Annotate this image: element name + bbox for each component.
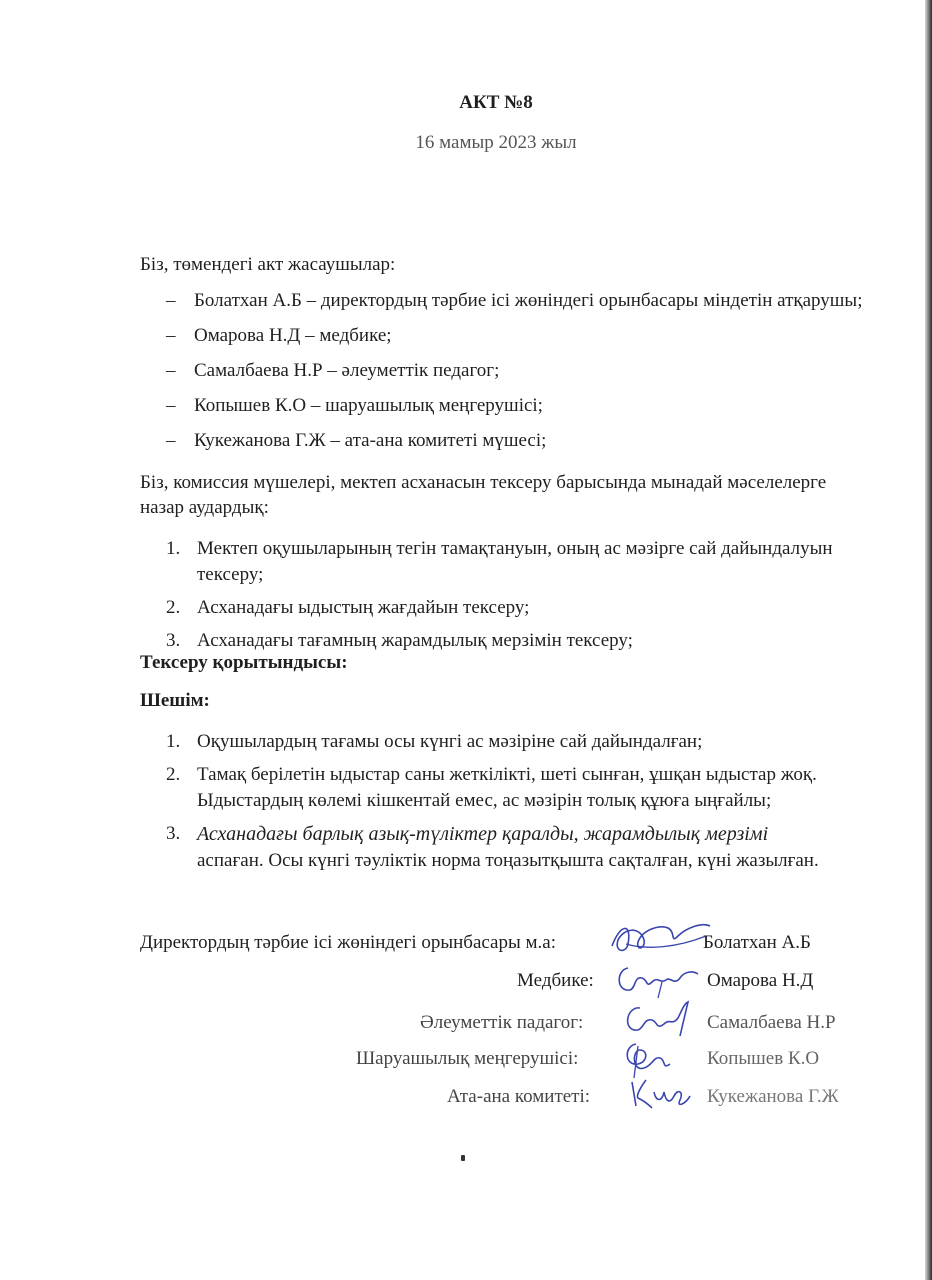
list-item: – Самалбаева Н.Р – әлеуметтік педагог; [166,358,866,384]
signature-name: Омарова Н.Д [707,970,814,991]
signature-name: Болатхан А.Б [703,932,811,953]
scan-speck [461,1155,465,1161]
members-list [166,288,866,463]
list-item: 2. Тамақ берілетін ыдыстар саны жеткілікті, шеті сынған, ұшқан ыдыстар жоқ. Ыдыстардың көлемі кішкентай емес, ас мәзірін толық құюға ыңғайлы; [166,764,817,811]
signature-label: Шаруашылық меңгерушісі: [356,1048,579,1069]
signature-label: Медбике: [517,970,594,991]
list-item: 2. Асханадағы ыдыстың жағдайын тексеру; [166,597,530,618]
decision-heading: Шешім: [140,690,210,711]
signature-label: Әлеуметтік падагог: [420,1012,584,1033]
signature-name: Кукежанова Г.Ж [707,1086,839,1107]
intro-text: Біз, төмендегі акт жасаушылар: [140,254,396,275]
signature-kukezhanova-icon [626,1074,696,1124]
commission-text: Біз, комиссия мүшелері, мектеп асханасын тексеру барысында мынадай мәселелерге назар аудардық: [140,472,827,518]
signature-row [0,1086,932,1116]
signature-row [0,970,932,1000]
signature-name: Копышев К.О [707,1048,820,1069]
result-heading: Тексеру қорытындысы: [140,652,348,673]
list-item: – Кукежанова Г.Ж – ата-ана комитеті мүшесі; [166,428,866,454]
signature-name: Самалбаева Н.Р [707,1012,836,1033]
signature-row [0,1048,932,1078]
signature-label: Ата-ана комитеті: [447,1086,591,1107]
signature-label: Директордың тәрбие ісі жөніндегі орынбасары м.а: [140,932,556,953]
act-date: 16 мамыр 2023 жыл [415,132,577,153]
act-title: АКТ №8 [459,92,533,113]
list-item: – Копышев К.О – шаруашылық меңгерушісі; [166,393,866,419]
signature-row [0,1012,932,1042]
checks-list [166,536,846,661]
list-item: 1. Оқушылардың тағамы осы күнгі ас мәзіріне сай дайындалған; [166,731,703,752]
list-item: – Болатхан А.Б – директордың тәрбие ісі жөніндегі орынбасары міндетін атқарушы; [166,288,866,314]
list-item: – Омарова Н.Д – медбике; [166,323,866,349]
signature-row [0,932,932,962]
list-item: 1. Мектеп оқушыларының тегін тамақтануын, оның ас мәзірге сай дайындалуын тексеру; [166,538,833,585]
list-item: 3. Асханадағы барлық азық-түліктер қаралды, жарамдылық мерзімі аспаған. Осы күнгі тәуліктік норма тоңазытқышта сақталған, күні жазылған. [166,823,819,871]
list-item: 3. Асханадағы тағамның жарамдылық мерзімін тексеру; [166,630,633,651]
decisions-list [166,729,846,881]
